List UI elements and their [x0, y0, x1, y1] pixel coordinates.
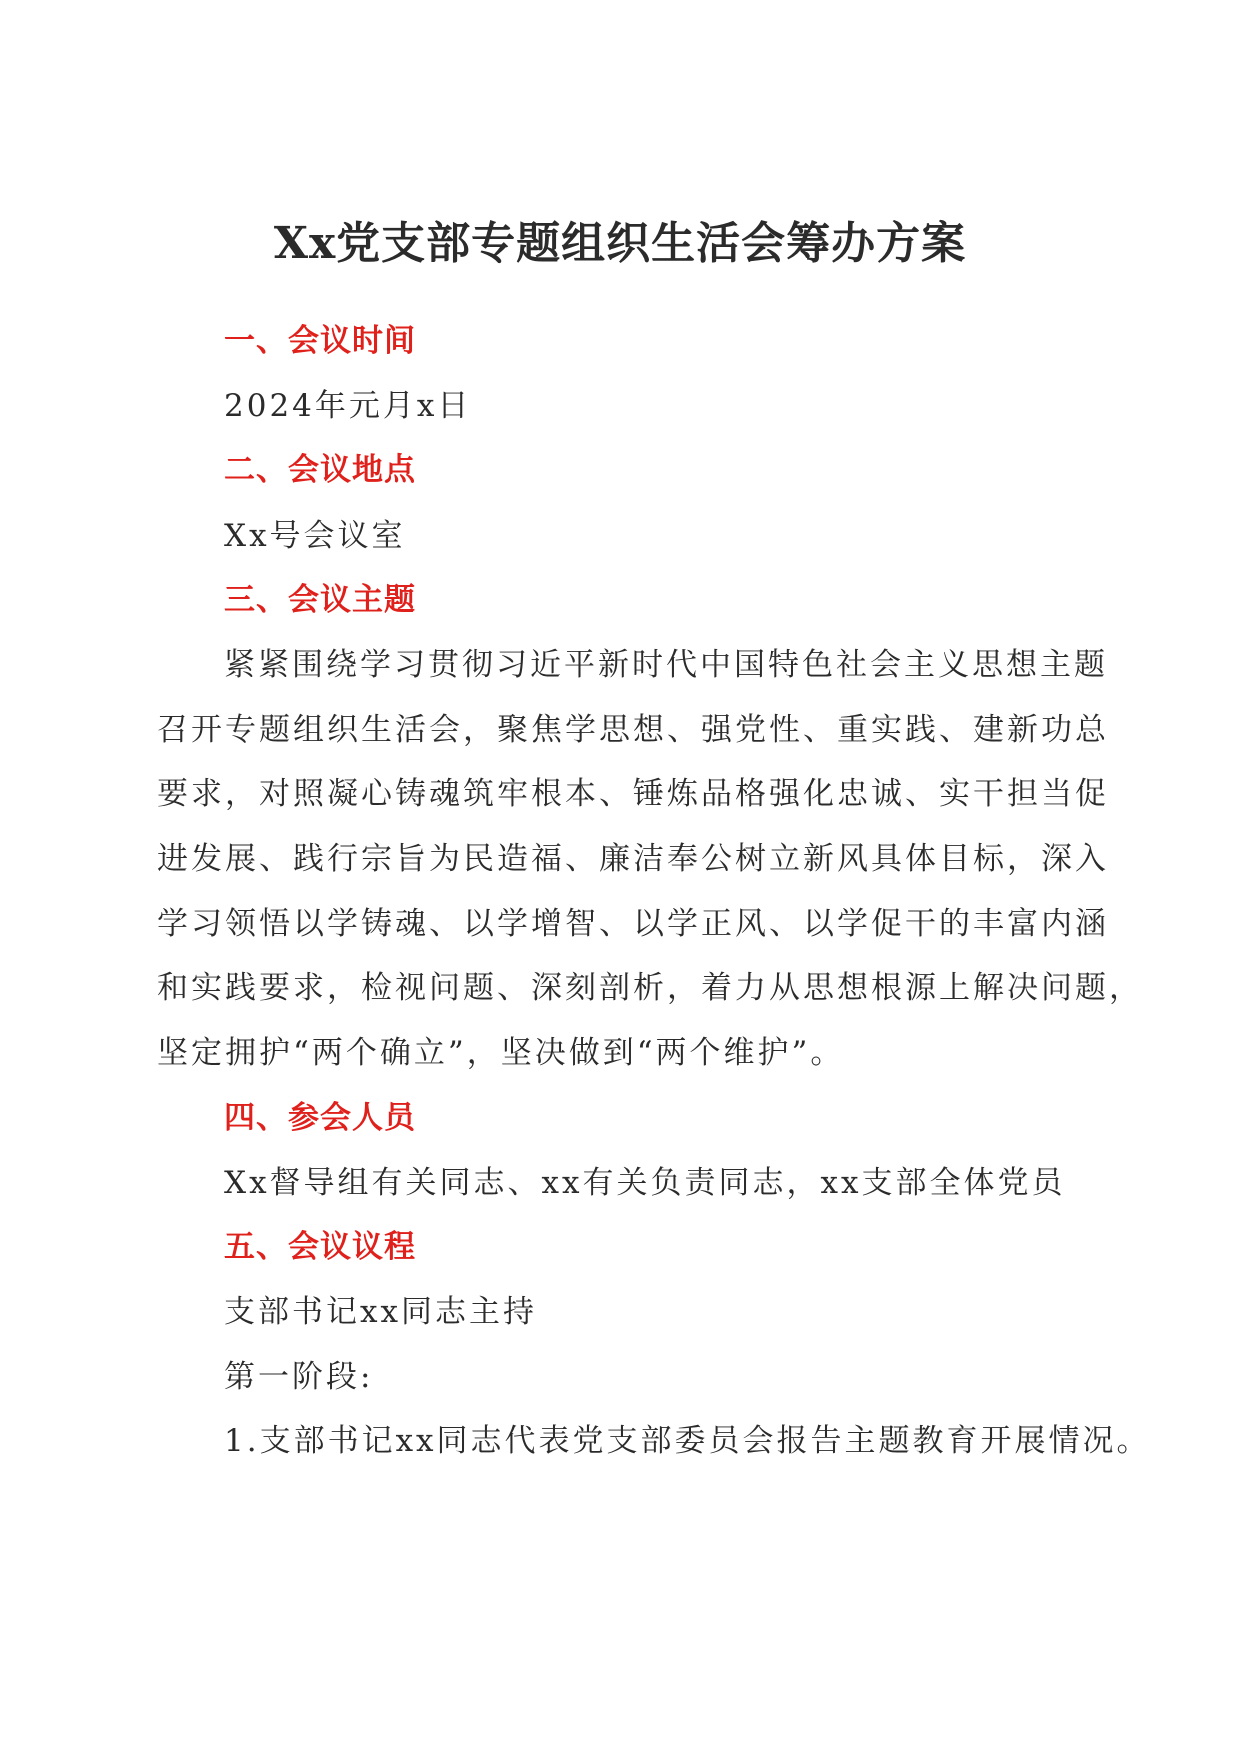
theme-paragraph-line: 召开专题组织生活会，聚焦学思想、强党性、重实践、建新功总 — [157, 712, 1109, 748]
section-heading-meeting-location: 二、会议地点 — [224, 452, 416, 488]
section-heading-attendees: 四、参会人员 — [224, 1100, 416, 1136]
theme-paragraph-line: 学习领悟以学铸魂、以学增智、以学正风、以学促干的丰富内涵 — [157, 906, 1109, 942]
attendees-text: Xx督导组有关同志、xx有关负责同志，xx支部全体党员 — [224, 1165, 1066, 1201]
theme-paragraph-line: 和实践要求，检视问题、深刻剖析，着力从思想根源上解决问题， — [157, 970, 1143, 1006]
meeting-time-text: 2024年元月x日 — [224, 388, 472, 424]
agenda-stage-label: 第一阶段: — [224, 1359, 374, 1395]
theme-paragraph-line: 要求，对照凝心铸魂筑牢根本、锤炼品格强化忠诚、实干担当促 — [157, 776, 1109, 812]
section-heading-meeting-theme: 三、会议主题 — [224, 582, 416, 618]
agenda-host-text: 支部书记xx同志主持 — [224, 1294, 537, 1330]
section-heading-meeting-time: 一、会议时间 — [224, 323, 416, 359]
theme-paragraph-line: 坚定拥护“两个确立”，坚决做到“两个维护”。 — [157, 1035, 845, 1071]
agenda-item: 1.支部书记xx同志代表党支部委员会报告主题教育开展情况。 — [224, 1423, 1151, 1459]
meeting-location-text: Xx号会议室 — [224, 518, 406, 554]
document-title: Xx党支部专题组织生活会筹办方案 — [273, 218, 967, 269]
section-heading-agenda: 五、会议议程 — [224, 1229, 416, 1265]
theme-paragraph-line: 进发展、践行宗旨为民造福、廉洁奉公树立新风具体目标，深入 — [157, 841, 1109, 877]
theme-paragraph-line: 紧紧围绕学习贯彻习近平新时代中国特色社会主义思想主题 — [224, 647, 1108, 683]
